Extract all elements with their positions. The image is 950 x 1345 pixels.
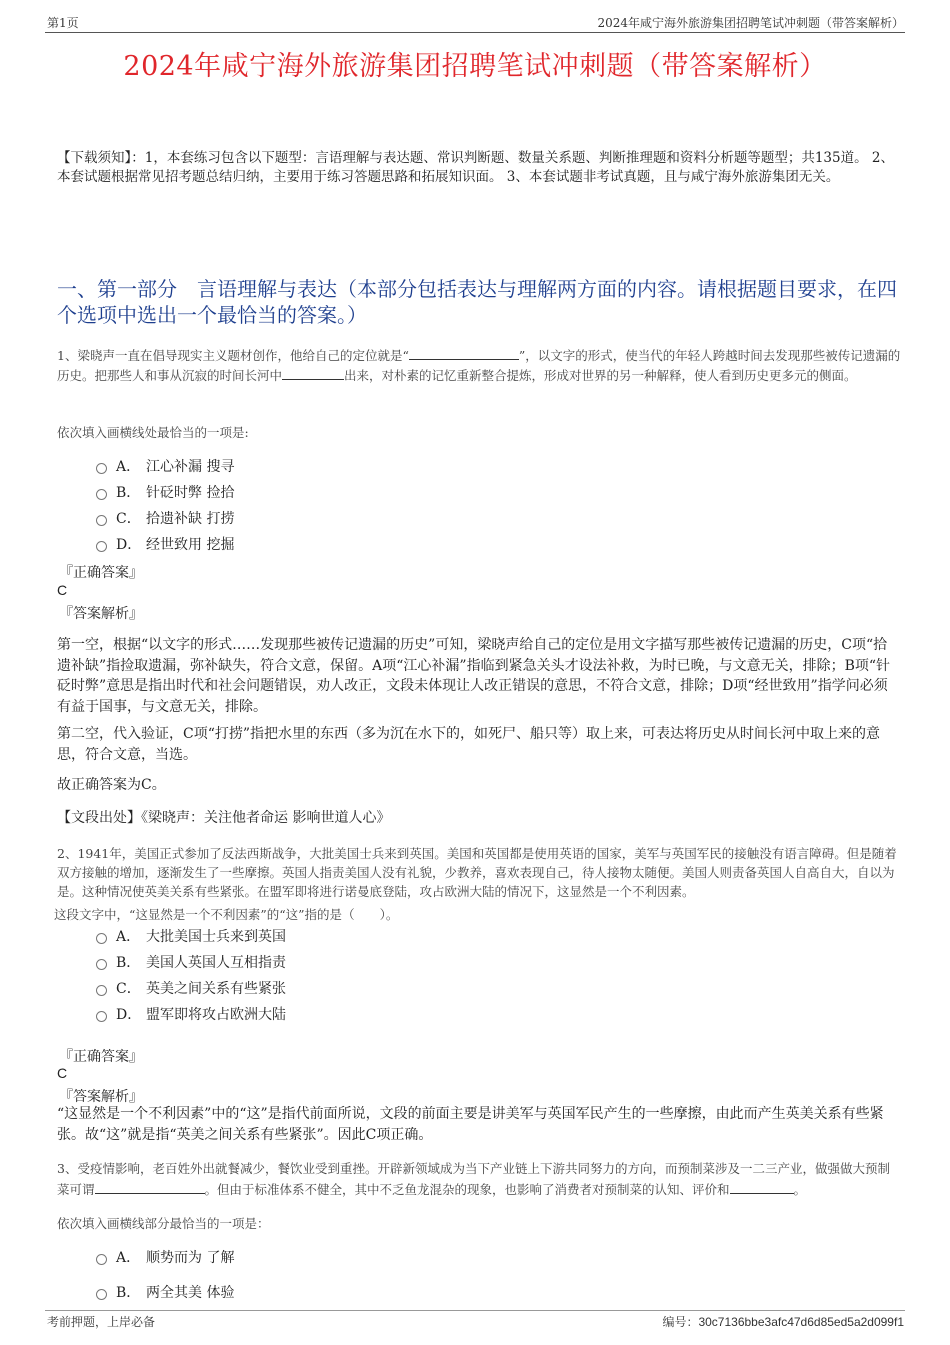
radio-icon[interactable] — [96, 1011, 107, 1022]
radio-icon[interactable] — [96, 463, 107, 474]
header-doc-title: 2024年咸宁海外旅游集团招聘笔试冲刺题（带答案解析） — [597, 16, 904, 30]
page-number: 第1页 — [47, 16, 79, 30]
radio-icon[interactable] — [96, 985, 107, 996]
blank-1 — [95, 1181, 205, 1194]
question-2-prompt: 这段文字中，“这显然是一个不利因素”的“这”指的是（ ）。 — [54, 907, 399, 922]
question-3-text: 3、受疫情影响，老百姓外出就餐减少，餐饮业受到重挫。开辟新领域成为当下产业链上下游共同努力的方向，而预制菜涉及一二三产业，做强做大预制菜可谓 。但由于标准体系不健全，其中不乏鱼龙混杂的现象，也影响了消费者对预制菜的认知、评价和 。 — [57, 1161, 890, 1197]
footer-slogan: 考前押题，上岸必备 — [47, 1315, 156, 1329]
q2-analysis: “这显然是一个不利因素”中的“这”是指代前面所说，文段的前面主要是讲美军与英国军民产生的一些摩擦，由此而产生英美关系有些紧张。故“这”就是指“英美之间关系有些紧张”。因此C项正确。 — [57, 1106, 884, 1143]
radio-icon[interactable] — [96, 515, 107, 526]
radio-icon[interactable] — [96, 489, 107, 500]
q2-option-d[interactable]: D． 盟军即将攻占欧洲大陆 — [96, 1004, 286, 1024]
q2-option-b[interactable]: B． 美国人英国人互相指责 — [96, 952, 286, 972]
q1-answer-label: 『正确答案』 — [59, 565, 143, 581]
q2-option-a[interactable]: A． 大批美国士兵来到英国 — [96, 926, 286, 946]
footer-divider — [45, 1310, 905, 1311]
q2-answer-label: 『正确答案』 — [59, 1049, 143, 1065]
q1-analysis-p2: 第二空，代入验证，C项“打捞”指把水里的东西（多为沉在水下的，如死尸、船只等）取上来，可表达将历史从时间长河中取上来的意思，符合文意，当选。 — [57, 726, 881, 763]
question-1-prompt: 依次填入画横线处最恰当的一项是: — [57, 425, 249, 440]
question-3-prompt: 依次填入画横线部分最恰当的一项是： — [57, 1216, 270, 1231]
q1-analysis-label: 『答案解析』 — [59, 606, 143, 622]
blank-2 — [730, 1181, 794, 1194]
radio-icon[interactable] — [96, 1254, 107, 1265]
question-2-text: 2、1941年，美国正式参加了反法西斯战争，大批美国士兵来到英国。美国和英国都是使用英语的国家，美军与英国军民的接触没有语言障碍。但是随着双方接触的增加，逐渐发生了一些摩擦。英国人指责美国人没有礼貌，少教养，喜欢表现自己，待人接物太随便。美国人则责备英国人自高自大，自以为是。这种情况使英美关系有些紧张。在盟军即将进行诺曼底登陆，攻占欧洲大陆的情况下，这显然是一个不利因素。 — [57, 846, 897, 899]
question-1-text: 1、梁晓声一直在倡导现实主义题材创作，他给自己的定位就是“ ”，以文字的形式，使当代的年轻人跨越时间去发现那些被传记遗漏的历史。把那些人和事从沉寂的时间长河中 出来，对朴素的记忆重新整合提炼，形成对世界的另一种解释，使人看到历史更多元的侧面。 — [57, 348, 901, 383]
q2-analysis-label: 『答案解析』 — [59, 1089, 143, 1105]
blank-2 — [282, 367, 344, 380]
page-title: 2024年咸宁海外旅游集团招聘笔试冲刺题（带答案解析） — [123, 51, 827, 82]
q1-option-d[interactable]: D． 经世致用 挖掘 — [96, 534, 234, 554]
q2-option-c[interactable]: C． 英美之间关系有些紧张 — [96, 978, 286, 998]
radio-icon[interactable] — [96, 1289, 107, 1300]
q1-answer: C — [57, 582, 68, 598]
document-code: 编号：30c7136bbe3afc47d6d85ed5a2d099f1 — [662, 1315, 904, 1329]
q3-option-b[interactable]: B． 两全其美 体验 — [96, 1282, 234, 1302]
q2-answer: C — [57, 1065, 68, 1081]
q1-option-c[interactable]: C． 拾遗补缺 打捞 — [96, 508, 234, 528]
download-notice: 【下载须知】：1，本套练习包含以下题型：言语理解与表达题、常识判断题、数量关系题、判断推理题和资料分析题等题型；共135道。 2、本套试题根据常见招考题总结归纳，主要用于练习答题思路和拓展知识面。 3、本套试题非考试真题，且与咸宁海外旅游集团无关。 — [57, 150, 894, 185]
q1-source: 【文段出处】《梁晓声：关注他者命运 影响世道人心》 — [57, 810, 391, 826]
q3-option-a[interactable]: A． 顺势而为 了解 — [96, 1247, 234, 1267]
section-title: 一、第一部分 言语理解与表达（本部分包括表达与理解两方面的内容。请根据题目要求，在四个选项中选出一个最恰当的答案。） — [57, 277, 897, 327]
q1-option-a[interactable]: A． 江心补漏 搜寻 — [96, 456, 234, 476]
header-divider — [45, 32, 905, 33]
radio-icon[interactable] — [96, 959, 107, 970]
radio-icon[interactable] — [96, 933, 107, 944]
q1-analysis-p1: 第一空，根据“以文字的形式……发现那些被传记遗漏的历史”可知，梁晓声给自己的定位是用文字描写那些被传记遗漏的历史，C项“拾遗补缺”指捡取遗漏，弥补缺失，符合文意，保留。A项“江心补漏”指临到紧急关头才设法补救，为时已晚，与文意无关，排除；B项“针砭时弊”意思是指出时代和社会问题错误，劝人改正，文段未体现让人改正错误的意思，不符合文意，排除；D项“经世致用”指学问必须有益于国事，与文意无关，排除。 — [57, 637, 891, 715]
blank-1 — [409, 347, 519, 360]
radio-icon[interactable] — [96, 541, 107, 552]
q1-analysis-p3: 故正确答案为C。 — [57, 777, 166, 793]
q1-option-b[interactable]: B． 针砭时弊 捡拾 — [96, 482, 234, 502]
